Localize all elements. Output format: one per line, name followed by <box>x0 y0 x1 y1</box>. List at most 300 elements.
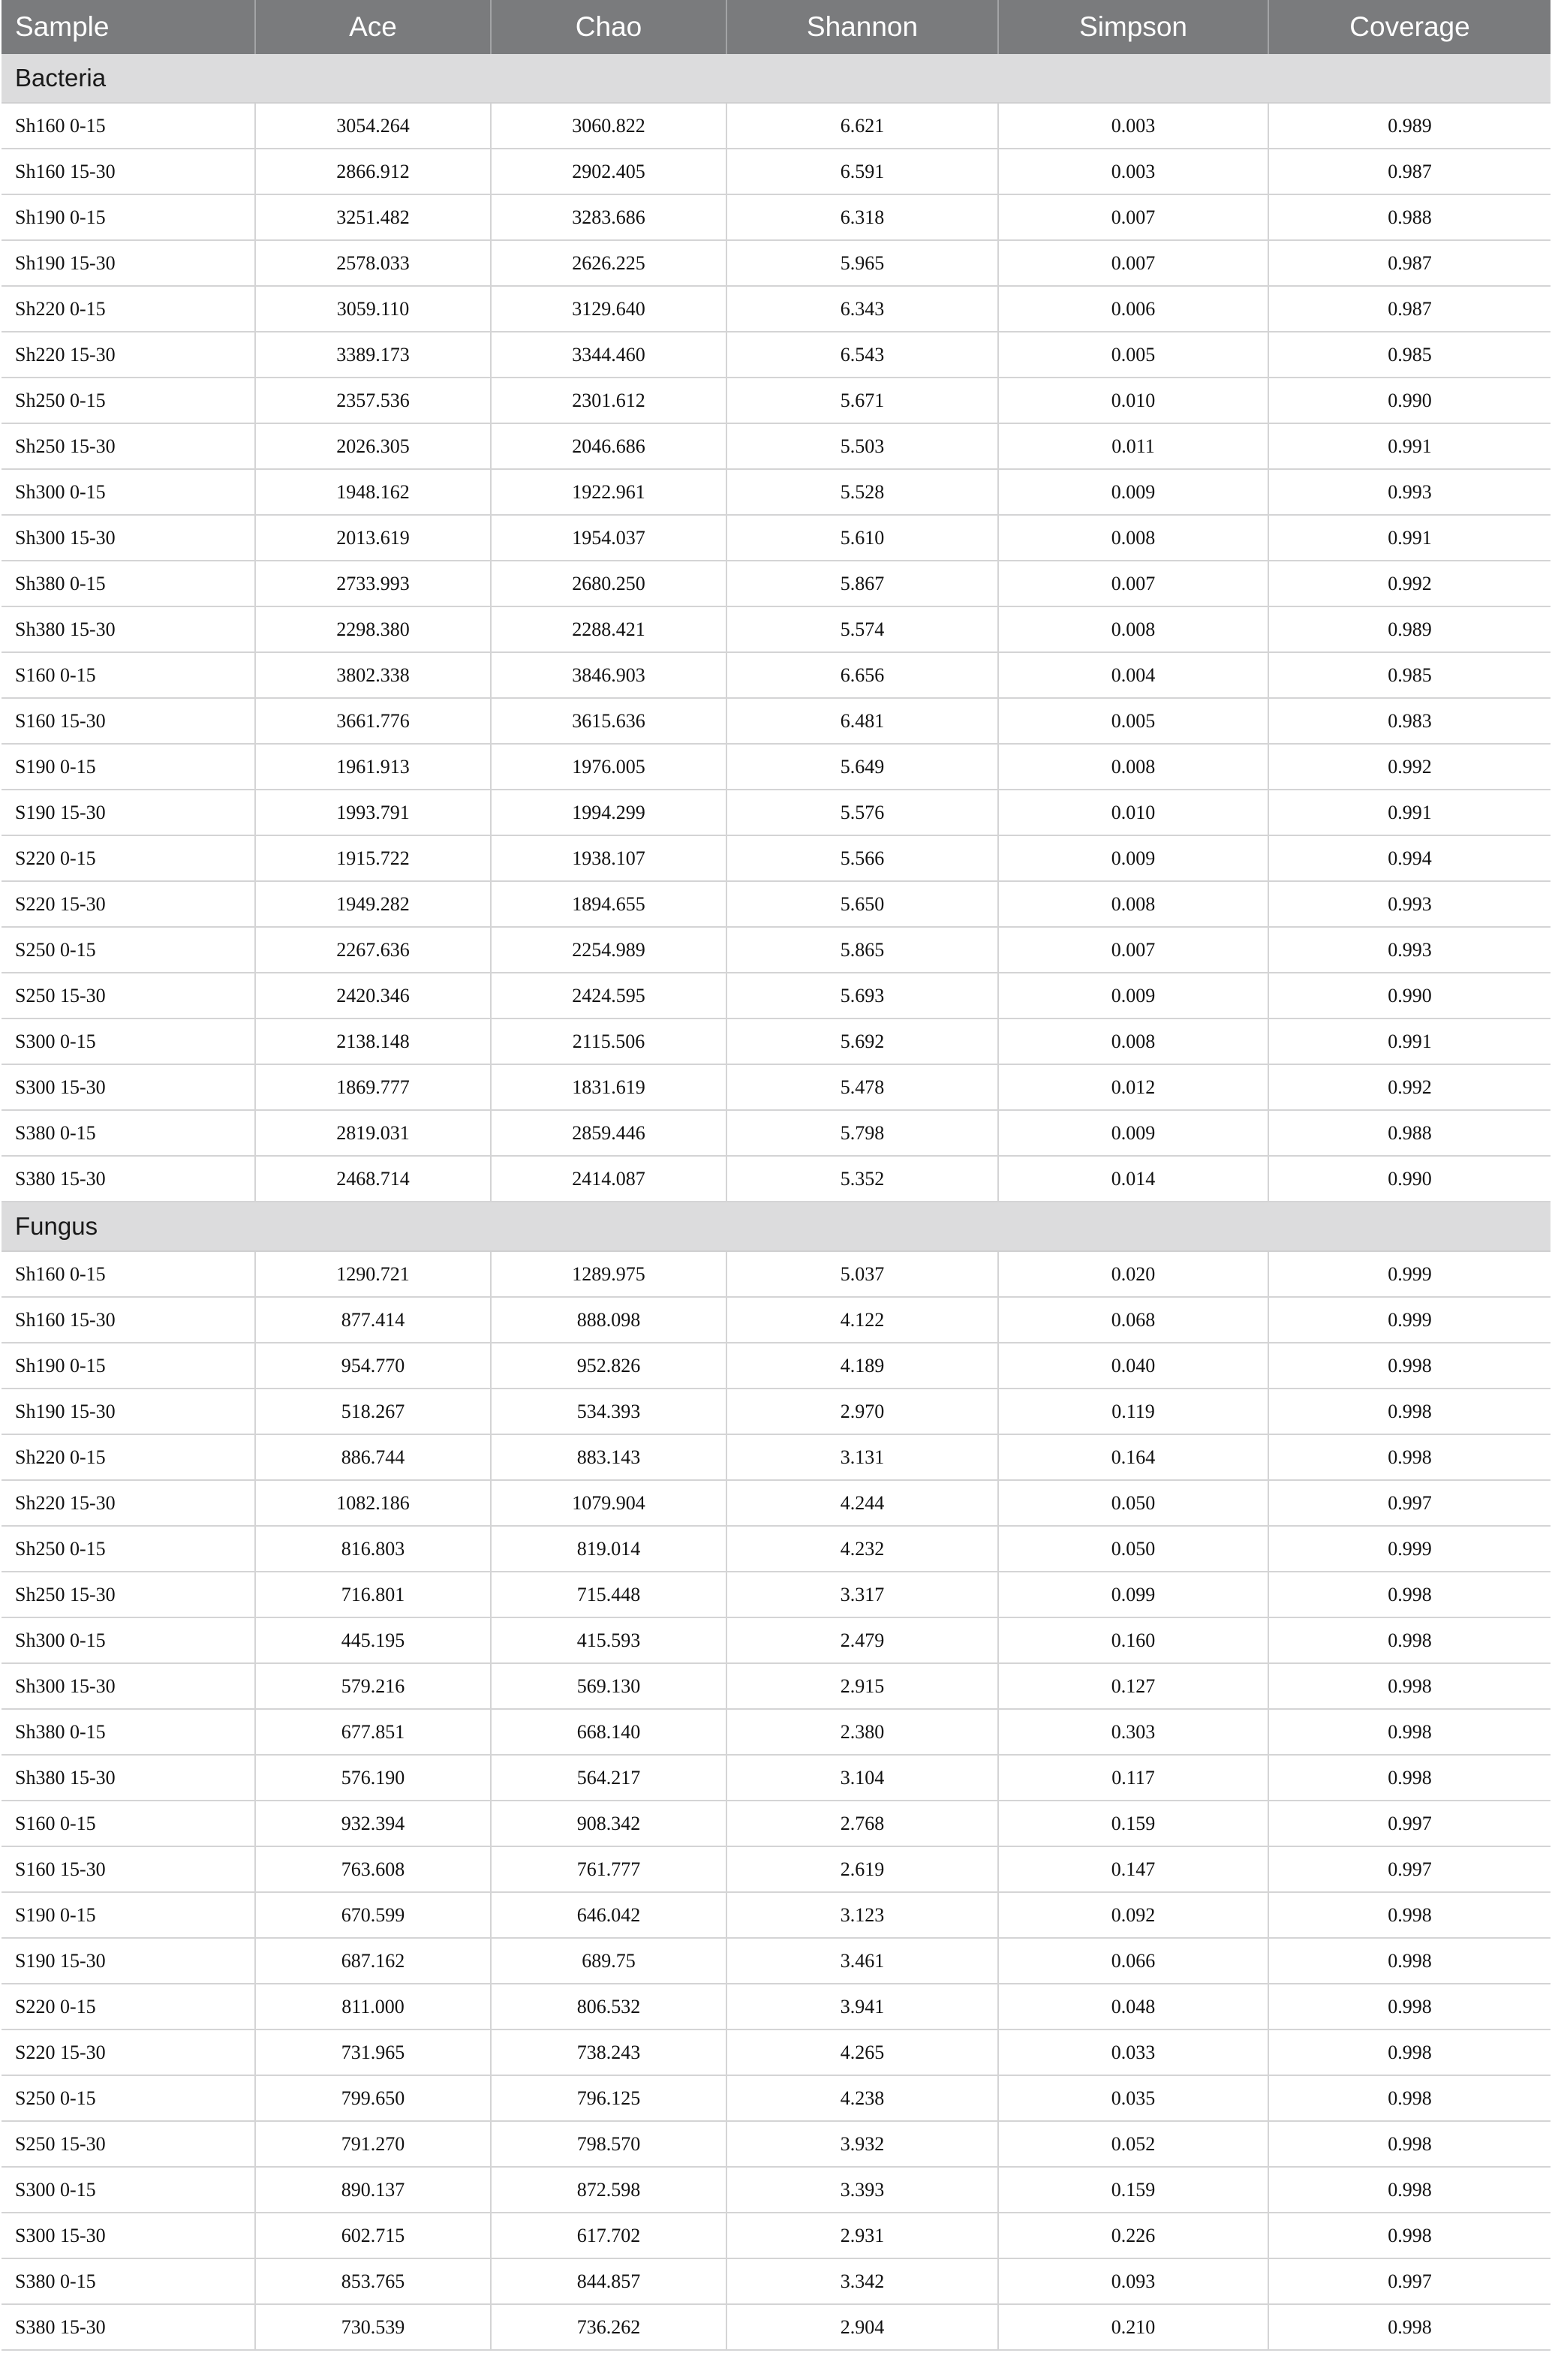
chao-cell: 3615.636 <box>491 698 726 744</box>
shannon-cell: 2.479 <box>726 1617 998 1663</box>
coverage-cell: 0.992 <box>1268 561 1550 606</box>
table-row <box>2 2213 1550 2258</box>
simpson-cell: 0.159 <box>998 1801 1268 1846</box>
table-row <box>2 1526 1550 1572</box>
sample-cell: S250 15-30 <box>2 2121 255 2167</box>
ace-cell: 3054.264 <box>255 103 491 149</box>
shannon-cell: 5.649 <box>726 744 998 790</box>
shannon-cell: 3.342 <box>726 2258 998 2304</box>
chao-cell: 1831.619 <box>491 1064 726 1110</box>
ace-cell: 2026.305 <box>255 423 491 469</box>
coverage-cell: 0.998 <box>1268 1938 1550 1984</box>
chao-cell: 888.098 <box>491 1297 726 1343</box>
ace-cell: 3661.776 <box>255 698 491 744</box>
table-row <box>2 1801 1550 1846</box>
chao-cell: 534.393 <box>491 1389 726 1434</box>
table-row <box>2 2167 1550 2213</box>
sample-cell: S220 15-30 <box>2 2029 255 2075</box>
ace-cell: 576.190 <box>255 1755 491 1801</box>
shannon-cell: 6.591 <box>726 149 998 194</box>
ace-cell: 2013.619 <box>255 515 491 561</box>
coverage-cell: 0.998 <box>1268 2304 1550 2350</box>
simpson-cell: 0.159 <box>998 2167 1268 2213</box>
shannon-cell: 3.461 <box>726 1938 998 1984</box>
coverage-cell: 0.998 <box>1268 1709 1550 1755</box>
shannon-cell: 5.867 <box>726 561 998 606</box>
shannon-cell: 3.941 <box>726 1984 998 2029</box>
table-row <box>2 1938 1550 1984</box>
sample-cell: S190 15-30 <box>2 790 255 835</box>
table-row <box>2 1572 1550 1617</box>
simpson-cell: 0.012 <box>998 1064 1268 1110</box>
ace-cell: 1961.913 <box>255 744 491 790</box>
shannon-cell: 3.104 <box>726 1755 998 1801</box>
chao-cell: 3060.822 <box>491 103 726 149</box>
chao-cell: 2680.250 <box>491 561 726 606</box>
ace-cell: 811.000 <box>255 1984 491 2029</box>
table-row <box>2 2258 1550 2304</box>
header-row <box>2 0 1550 54</box>
coverage-cell: 0.998 <box>1268 1343 1550 1389</box>
shannon-cell: 5.650 <box>726 881 998 927</box>
coverage-cell: 0.992 <box>1268 744 1550 790</box>
coverage-cell: 0.997 <box>1268 2258 1550 2304</box>
simpson-cell: 0.011 <box>998 423 1268 469</box>
shannon-cell: 5.576 <box>726 790 998 835</box>
chao-cell: 796.125 <box>491 2075 726 2121</box>
sample-cell: S250 0-15 <box>2 2075 255 2121</box>
chao-cell: 2424.595 <box>491 973 726 1018</box>
sample-cell: S160 15-30 <box>2 1846 255 1892</box>
table-row <box>2 240 1550 286</box>
chao-cell: 1938.107 <box>491 835 726 881</box>
simpson-cell: 0.066 <box>998 1938 1268 1984</box>
shannon-cell: 3.393 <box>726 2167 998 2213</box>
table-row <box>2 1064 1550 1110</box>
simpson-cell: 0.147 <box>998 1846 1268 1892</box>
sample-cell: Sh160 15-30 <box>2 149 255 194</box>
sample-cell: Sh250 0-15 <box>2 1526 255 1572</box>
header-coverage: Coverage <box>1268 0 1550 54</box>
chao-cell: 2301.612 <box>491 378 726 423</box>
coverage-cell: 0.991 <box>1268 1018 1550 1064</box>
chao-cell: 1079.904 <box>491 1480 726 1526</box>
table-row <box>2 1343 1550 1389</box>
chao-cell: 3344.460 <box>491 332 726 378</box>
shannon-cell: 5.574 <box>726 606 998 652</box>
chao-cell: 819.014 <box>491 1526 726 1572</box>
table-row <box>2 2029 1550 2075</box>
ace-cell: 670.599 <box>255 1892 491 1938</box>
simpson-cell: 0.004 <box>998 652 1268 698</box>
coverage-cell: 0.998 <box>1268 1434 1550 1480</box>
sample-cell: Sh250 0-15 <box>2 378 255 423</box>
shannon-cell: 6.656 <box>726 652 998 698</box>
sample-cell: Sh380 0-15 <box>2 1709 255 1755</box>
ace-cell: 2866.912 <box>255 149 491 194</box>
simpson-cell: 0.008 <box>998 881 1268 927</box>
sample-cell: Sh220 15-30 <box>2 332 255 378</box>
table-row <box>2 835 1550 881</box>
ace-cell: 932.394 <box>255 1801 491 1846</box>
coverage-cell: 0.994 <box>1268 835 1550 881</box>
coverage-cell: 0.988 <box>1268 194 1550 240</box>
sample-cell: Sh300 0-15 <box>2 469 255 515</box>
coverage-cell: 0.990 <box>1268 973 1550 1018</box>
section-row-fungus <box>2 1202 1550 1251</box>
shannon-cell: 6.343 <box>726 286 998 332</box>
table-row <box>2 515 1550 561</box>
chao-cell: 2254.989 <box>491 927 726 973</box>
coverage-cell: 0.999 <box>1268 1297 1550 1343</box>
chao-cell: 738.243 <box>491 2029 726 2075</box>
chao-cell: 2046.686 <box>491 423 726 469</box>
simpson-cell: 0.119 <box>998 1389 1268 1434</box>
chao-cell: 3283.686 <box>491 194 726 240</box>
simpson-cell: 0.099 <box>998 1572 1268 1617</box>
header-simpson: Simpson <box>998 0 1268 54</box>
simpson-cell: 0.003 <box>998 149 1268 194</box>
chao-cell: 715.448 <box>491 1572 726 1617</box>
table-row <box>2 1617 1550 1663</box>
shannon-cell: 2.619 <box>726 1846 998 1892</box>
table-row <box>2 790 1550 835</box>
sample-cell: Sh160 0-15 <box>2 103 255 149</box>
chao-cell: 798.570 <box>491 2121 726 2167</box>
coverage-cell: 0.987 <box>1268 240 1550 286</box>
ace-cell: 890.137 <box>255 2167 491 2213</box>
coverage-cell: 0.991 <box>1268 423 1550 469</box>
chao-cell: 1994.299 <box>491 790 726 835</box>
chao-cell: 646.042 <box>491 1892 726 1938</box>
sample-cell: Sh380 0-15 <box>2 561 255 606</box>
sample-cell: Sh250 15-30 <box>2 1572 255 1617</box>
shannon-cell: 2.931 <box>726 2213 998 2258</box>
sample-cell: Sh380 15-30 <box>2 606 255 652</box>
shannon-cell: 4.238 <box>726 2075 998 2121</box>
table-row <box>2 423 1550 469</box>
coverage-cell: 0.999 <box>1268 1251 1550 1297</box>
table-row <box>2 149 1550 194</box>
simpson-cell: 0.033 <box>998 2029 1268 2075</box>
chao-cell: 2626.225 <box>491 240 726 286</box>
shannon-cell: 3.131 <box>726 1434 998 1480</box>
diversity-table <box>2 0 1550 2351</box>
shannon-cell: 5.478 <box>726 1064 998 1110</box>
shannon-cell: 5.798 <box>726 1110 998 1156</box>
simpson-cell: 0.006 <box>998 286 1268 332</box>
simpson-cell: 0.007 <box>998 561 1268 606</box>
table-row <box>2 194 1550 240</box>
chao-cell: 617.702 <box>491 2213 726 2258</box>
chao-cell: 1976.005 <box>491 744 726 790</box>
header-sample: Sample <box>2 0 255 54</box>
simpson-cell: 0.048 <box>998 1984 1268 2029</box>
table-row <box>2 469 1550 515</box>
coverage-cell: 0.998 <box>1268 1617 1550 1663</box>
shannon-cell: 5.528 <box>726 469 998 515</box>
coverage-cell: 0.997 <box>1268 1846 1550 1892</box>
ace-cell: 2420.346 <box>255 973 491 1018</box>
chao-cell: 3846.903 <box>491 652 726 698</box>
table-row <box>2 1663 1550 1709</box>
table-row <box>2 1755 1550 1801</box>
sample-cell: Sh190 0-15 <box>2 1343 255 1389</box>
table-body <box>2 54 1550 2350</box>
shannon-cell: 5.503 <box>726 423 998 469</box>
simpson-cell: 0.040 <box>998 1343 1268 1389</box>
simpson-cell: 0.160 <box>998 1617 1268 1663</box>
shannon-cell: 5.693 <box>726 973 998 1018</box>
section-title: Fungus <box>2 1202 1550 1251</box>
chao-cell: 2902.405 <box>491 149 726 194</box>
sample-cell: Sh160 15-30 <box>2 1297 255 1343</box>
table-row <box>2 1389 1550 1434</box>
simpson-cell: 0.010 <box>998 378 1268 423</box>
table-row <box>2 606 1550 652</box>
chao-cell: 2288.421 <box>491 606 726 652</box>
coverage-cell: 0.992 <box>1268 1064 1550 1110</box>
ace-cell: 677.851 <box>255 1709 491 1755</box>
ace-cell: 687.162 <box>255 1938 491 1984</box>
shannon-cell: 6.318 <box>726 194 998 240</box>
ace-cell: 1949.282 <box>255 881 491 927</box>
ace-cell: 2298.380 <box>255 606 491 652</box>
coverage-cell: 0.989 <box>1268 606 1550 652</box>
shannon-cell: 2.904 <box>726 2304 998 2350</box>
sample-cell: Sh220 15-30 <box>2 1480 255 1526</box>
sample-cell: Sh160 0-15 <box>2 1251 255 1297</box>
sample-cell: S300 0-15 <box>2 1018 255 1064</box>
ace-cell: 731.965 <box>255 2029 491 2075</box>
simpson-cell: 0.009 <box>998 835 1268 881</box>
ace-cell: 1290.721 <box>255 1251 491 1297</box>
sample-cell: S160 0-15 <box>2 652 255 698</box>
shannon-cell: 6.543 <box>726 332 998 378</box>
coverage-cell: 0.990 <box>1268 378 1550 423</box>
chao-cell: 569.130 <box>491 1663 726 1709</box>
simpson-cell: 0.035 <box>998 2075 1268 2121</box>
chao-cell: 415.593 <box>491 1617 726 1663</box>
table-row <box>2 1892 1550 1938</box>
table-header <box>2 0 1550 54</box>
simpson-cell: 0.127 <box>998 1663 1268 1709</box>
ace-cell: 602.715 <box>255 2213 491 2258</box>
coverage-cell: 0.988 <box>1268 1110 1550 1156</box>
simpson-cell: 0.164 <box>998 1434 1268 1480</box>
sample-cell: S160 0-15 <box>2 1801 255 1846</box>
shannon-cell: 5.610 <box>726 515 998 561</box>
chao-cell: 1894.655 <box>491 881 726 927</box>
sample-cell: S190 0-15 <box>2 1892 255 1938</box>
simpson-cell: 0.008 <box>998 744 1268 790</box>
table-row <box>2 1156 1550 1202</box>
table-row <box>2 1297 1550 1343</box>
shannon-cell: 4.122 <box>726 1297 998 1343</box>
coverage-cell: 0.998 <box>1268 2167 1550 2213</box>
table-row <box>2 1480 1550 1526</box>
simpson-cell: 0.005 <box>998 698 1268 744</box>
simpson-cell: 0.008 <box>998 1018 1268 1064</box>
table-row <box>2 744 1550 790</box>
simpson-cell: 0.009 <box>998 469 1268 515</box>
ace-cell: 2357.536 <box>255 378 491 423</box>
simpson-cell: 0.226 <box>998 2213 1268 2258</box>
simpson-cell: 0.210 <box>998 2304 1268 2350</box>
shannon-cell: 4.232 <box>726 1526 998 1572</box>
chao-cell: 668.140 <box>491 1709 726 1755</box>
simpson-cell: 0.068 <box>998 1297 1268 1343</box>
simpson-cell: 0.050 <box>998 1526 1268 1572</box>
shannon-cell: 6.621 <box>726 103 998 149</box>
table-row <box>2 1984 1550 2029</box>
simpson-cell: 0.005 <box>998 332 1268 378</box>
sample-cell: Sh190 15-30 <box>2 1389 255 1434</box>
coverage-cell: 0.998 <box>1268 1892 1550 1938</box>
shannon-cell: 3.932 <box>726 2121 998 2167</box>
coverage-cell: 0.985 <box>1268 332 1550 378</box>
sample-cell: S190 15-30 <box>2 1938 255 1984</box>
chao-cell: 761.777 <box>491 1846 726 1892</box>
sample-cell: Sh190 0-15 <box>2 194 255 240</box>
table-row <box>2 1110 1550 1156</box>
shannon-cell: 4.244 <box>726 1480 998 1526</box>
shannon-cell: 5.566 <box>726 835 998 881</box>
shannon-cell: 6.481 <box>726 698 998 744</box>
coverage-cell: 0.997 <box>1268 1480 1550 1526</box>
ace-cell: 1082.186 <box>255 1480 491 1526</box>
chao-cell: 1954.037 <box>491 515 726 561</box>
table-row <box>2 1251 1550 1297</box>
shannon-cell: 5.965 <box>726 240 998 286</box>
coverage-cell: 0.999 <box>1268 1526 1550 1572</box>
simpson-cell: 0.008 <box>998 515 1268 561</box>
chao-cell: 564.217 <box>491 1755 726 1801</box>
simpson-cell: 0.009 <box>998 973 1268 1018</box>
coverage-cell: 0.998 <box>1268 2029 1550 2075</box>
sample-cell: Sh220 0-15 <box>2 1434 255 1480</box>
table-row <box>2 927 1550 973</box>
simpson-cell: 0.050 <box>998 1480 1268 1526</box>
coverage-cell: 0.989 <box>1268 103 1550 149</box>
simpson-cell: 0.007 <box>998 927 1268 973</box>
simpson-cell: 0.052 <box>998 2121 1268 2167</box>
simpson-cell: 0.007 <box>998 240 1268 286</box>
sample-cell: Sh380 15-30 <box>2 1755 255 1801</box>
simpson-cell: 0.014 <box>998 1156 1268 1202</box>
chao-cell: 952.826 <box>491 1343 726 1389</box>
coverage-cell: 0.998 <box>1268 2213 1550 2258</box>
sample-cell: S220 0-15 <box>2 1984 255 2029</box>
chao-cell: 806.532 <box>491 1984 726 2029</box>
simpson-cell: 0.003 <box>998 103 1268 149</box>
sample-cell: Sh250 15-30 <box>2 423 255 469</box>
simpson-cell: 0.010 <box>998 790 1268 835</box>
shannon-cell: 2.970 <box>726 1389 998 1434</box>
chao-cell: 844.857 <box>491 2258 726 2304</box>
simpson-cell: 0.093 <box>998 2258 1268 2304</box>
coverage-cell: 0.985 <box>1268 652 1550 698</box>
coverage-cell: 0.998 <box>1268 2075 1550 2121</box>
coverage-cell: 0.997 <box>1268 1801 1550 1846</box>
ace-cell: 853.765 <box>255 2258 491 2304</box>
coverage-cell: 0.993 <box>1268 927 1550 973</box>
ace-cell: 799.650 <box>255 2075 491 2121</box>
ace-cell: 445.195 <box>255 1617 491 1663</box>
simpson-cell: 0.020 <box>998 1251 1268 1297</box>
chao-cell: 2115.506 <box>491 1018 726 1064</box>
coverage-cell: 0.987 <box>1268 286 1550 332</box>
ace-cell: 2578.033 <box>255 240 491 286</box>
shannon-cell: 5.865 <box>726 927 998 973</box>
shannon-cell: 4.189 <box>726 1343 998 1389</box>
coverage-cell: 0.991 <box>1268 790 1550 835</box>
ace-cell: 730.539 <box>255 2304 491 2350</box>
shannon-cell: 2.915 <box>726 1663 998 1709</box>
coverage-cell: 0.993 <box>1268 469 1550 515</box>
ace-cell: 579.216 <box>255 1663 491 1709</box>
sample-cell: S220 0-15 <box>2 835 255 881</box>
ace-cell: 2138.148 <box>255 1018 491 1064</box>
coverage-cell: 0.998 <box>1268 1572 1550 1617</box>
ace-cell: 2733.993 <box>255 561 491 606</box>
sample-cell: S160 15-30 <box>2 698 255 744</box>
table-row <box>2 881 1550 927</box>
ace-cell: 954.770 <box>255 1343 491 1389</box>
sample-cell: Sh190 15-30 <box>2 240 255 286</box>
coverage-cell: 0.987 <box>1268 149 1550 194</box>
coverage-cell: 0.998 <box>1268 1663 1550 1709</box>
table-row <box>2 2075 1550 2121</box>
simpson-cell: 0.303 <box>998 1709 1268 1755</box>
ace-cell: 1915.722 <box>255 835 491 881</box>
chao-cell: 3129.640 <box>491 286 726 332</box>
header-shannon: Shannon <box>726 0 998 54</box>
coverage-cell: 0.998 <box>1268 1755 1550 1801</box>
sample-cell: S220 15-30 <box>2 881 255 927</box>
sample-cell: Sh220 0-15 <box>2 286 255 332</box>
sample-cell: S380 0-15 <box>2 2258 255 2304</box>
table-row <box>2 1018 1550 1064</box>
shannon-cell: 3.317 <box>726 1572 998 1617</box>
ace-cell: 877.414 <box>255 1297 491 1343</box>
shannon-cell: 5.671 <box>726 378 998 423</box>
ace-cell: 1993.791 <box>255 790 491 835</box>
header-ace: Ace <box>255 0 491 54</box>
header-chao: Chao <box>491 0 726 54</box>
shannon-cell: 5.037 <box>726 1251 998 1297</box>
sample-cell: S250 15-30 <box>2 973 255 1018</box>
shannon-cell: 4.265 <box>726 2029 998 2075</box>
table-row <box>2 2121 1550 2167</box>
ace-cell: 3251.482 <box>255 194 491 240</box>
simpson-cell: 0.007 <box>998 194 1268 240</box>
shannon-cell: 5.692 <box>726 1018 998 1064</box>
table-row <box>2 1434 1550 1480</box>
section-title: Bacteria <box>2 54 1550 103</box>
chao-cell: 736.262 <box>491 2304 726 2350</box>
coverage-cell: 0.998 <box>1268 2121 1550 2167</box>
ace-cell: 886.744 <box>255 1434 491 1480</box>
table-row <box>2 973 1550 1018</box>
shannon-cell: 3.123 <box>726 1892 998 1938</box>
chao-cell: 1289.975 <box>491 1251 726 1297</box>
section-row-bacteria <box>2 54 1550 103</box>
shannon-cell: 2.768 <box>726 1801 998 1846</box>
ace-cell: 518.267 <box>255 1389 491 1434</box>
simpson-cell: 0.009 <box>998 1110 1268 1156</box>
sample-cell: S380 0-15 <box>2 1110 255 1156</box>
